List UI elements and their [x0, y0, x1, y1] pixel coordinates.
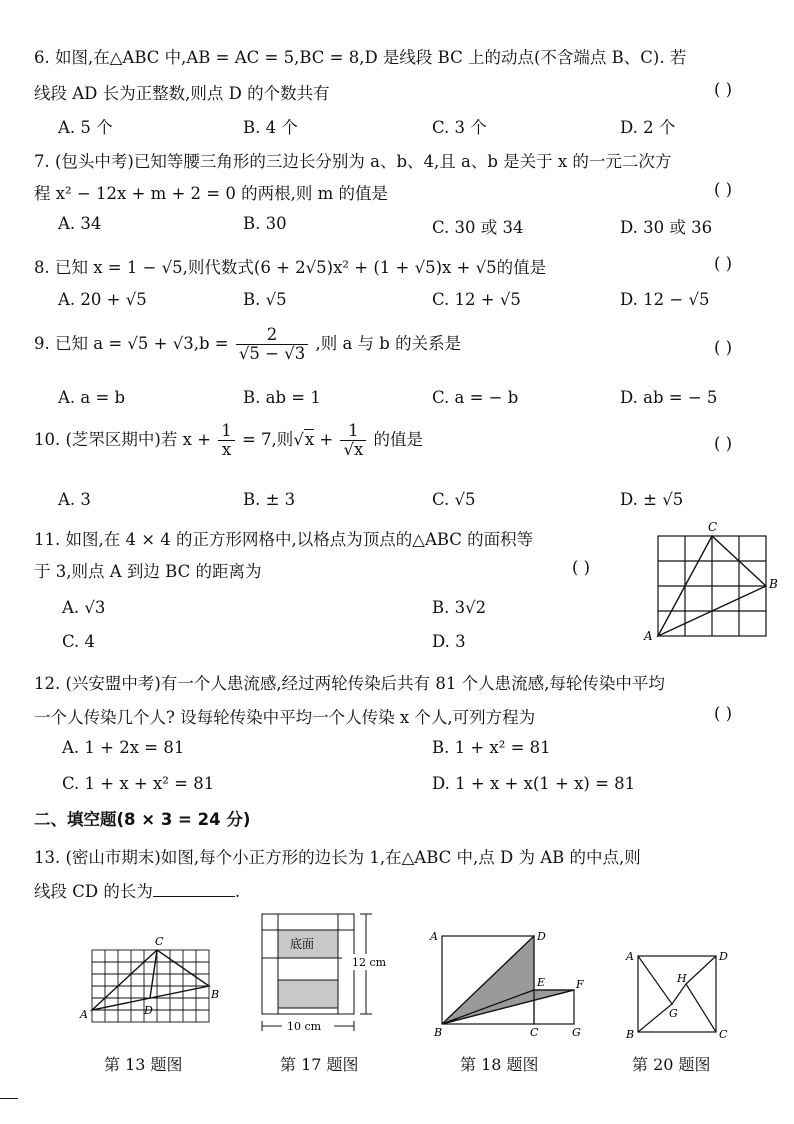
q7-option-b: B. 30 — [243, 214, 287, 233]
fig18-label-f: F — [576, 978, 584, 991]
fig20-label-d: D — [719, 950, 728, 963]
q10-fraction-1-denominator: x — [221, 440, 232, 459]
q8-option-c: C. 12 + √5 — [432, 290, 521, 309]
q11-option-c: C. 4 — [62, 632, 96, 651]
q11-option-b: B. 3√2 — [432, 598, 487, 617]
q9-option-c: C. a = − b — [432, 388, 519, 407]
q11-line1: 11. 如图,在 4 × 4 的正方形网格中,以格点为顶点的△ABC 的面积等 — [34, 530, 534, 549]
q7-line1: 7. (包头中考)已知等腰三角形的三边长分别为 a、b、4,且 a、b 是关于 x 的一元二次方 — [34, 152, 672, 171]
q13-line2-post: . — [234, 882, 241, 901]
fig18-label-c: C — [530, 1026, 539, 1039]
fig20-label-g: G — [669, 1007, 678, 1020]
q9-fraction — [236, 326, 308, 363]
q13-line2 — [34, 878, 240, 902]
fig20-path-dhc — [686, 956, 716, 1032]
q11-figure — [640, 518, 790, 648]
fig20-figure — [620, 944, 740, 1044]
q13-line1: 13. (密山市期末)如图,每个小正方形的边长为 1,在△ABC 中,点 D 为 AB 的中点,则 — [34, 848, 641, 867]
q9-option-a: A. a = b — [58, 388, 126, 407]
q10-pre: 10. (芝罘区期中)若 x + — [34, 430, 211, 449]
q8-option-d: D. 12 − √5 — [620, 290, 710, 309]
fig13-caption: 第 13 题图 — [104, 1055, 183, 1074]
q10-option-a: A. 3 — [58, 490, 91, 509]
fig18-label-e: E — [537, 976, 546, 989]
q10-option-c: C. √5 — [432, 490, 476, 509]
q9-fraction-numerator: 2 — [236, 326, 308, 345]
q13-answer-blank — [153, 882, 235, 897]
q8-line1: 8. 已知 x = 1 − √5,则代数式(6 + 2√5)x² + (1 + √5)x + √5的值是 — [34, 258, 547, 277]
q11-option-d: D. 3 — [432, 632, 466, 651]
fig18-label-g: G — [572, 1026, 581, 1039]
fig18-caption: 第 18 题图 — [460, 1055, 539, 1074]
q12-line1: 12. (兴安盟中考)有一个人患流感,经过两轮传染后共有 81 个人患流感,每轮传染中平均 — [34, 674, 665, 693]
q10-mid1: = 7,则 — [241, 430, 294, 449]
fig13-label-d: D — [144, 1004, 153, 1017]
q10-fraction-2-numerator: 1 — [340, 422, 366, 441]
q11-line2: 于 3,则点 A 到边 BC 的距离为 — [34, 562, 262, 581]
fig17-height-label: 12 cm — [352, 956, 387, 969]
q11-option-a: A. √3 — [62, 598, 106, 617]
fig20-label-b: B — [626, 1028, 635, 1041]
q9-post: ,则 a 与 b 的关系是 — [315, 334, 462, 353]
q6-option-d: D. 2 个 — [620, 118, 676, 137]
fig13-label-c: C — [155, 935, 164, 948]
q9-option-b: B. ab = 1 — [243, 388, 321, 407]
fig18-label-b: B — [434, 1026, 443, 1039]
q7-answer-paren: ( ) — [714, 180, 733, 199]
fig13-triangle-abc — [92, 950, 209, 1010]
fig20-label-c: C — [719, 1028, 728, 1041]
q9-pre: 9. 已知 a = √5 + √3,b = — [34, 334, 229, 353]
fig20-label-a: A — [626, 950, 634, 963]
q7-option-a: A. 34 — [58, 214, 102, 233]
q10-line: 10. (芝罘区期中)若 x + $\frac{1}{x}$ = 7,则√x + $\frac{1}{√x}$ 的值是 — [34, 421, 424, 459]
fig20-segment-gh — [672, 984, 686, 1004]
fig20-label-h: H — [677, 972, 687, 985]
fig18-label-d: D — [537, 930, 546, 943]
q10-fraction-2-denominator: √x — [343, 440, 364, 459]
fig17-top-face — [278, 980, 338, 1008]
fig13-figure — [74, 932, 234, 1032]
fig20-caption: 第 20 题图 — [632, 1055, 711, 1074]
q12-line2: 一个人传染几个人? 设每轮传染中平均一个人传染 x 个人,可列方程为 — [34, 708, 536, 727]
q7-line2: 程 x² − 12x + m + 2 = 0 的两根,则 m 的值是 — [34, 184, 388, 203]
fig17-width-label: 10 cm — [287, 1020, 322, 1033]
q12-answer-paren: ( ) — [714, 704, 733, 723]
q7-option-d: D. 30 或 36 — [620, 218, 713, 237]
q9-fraction-denominator: √5 − √3 — [238, 344, 306, 363]
q6-line1: 6. 如图,在△ABC 中,AB = AC = 5,BC = 8,D 是线段 BC 上的动点(不含端点 B、C). 若 — [34, 48, 687, 67]
q9-option-d: D. ab = − 5 — [620, 388, 718, 407]
q10-sqrt-x: x — [304, 430, 315, 449]
q7-option-c: C. 30 或 34 — [432, 218, 524, 237]
q10-fraction-2 — [340, 422, 366, 459]
q11-answer-paren: ( ) — [572, 558, 591, 577]
section-heading-fill-blank: 二、填空题(8 × 3 = 24 分) — [34, 810, 251, 829]
q10-answer-paren: ( ) — [714, 434, 733, 453]
q6-option-c: C. 3 个 — [432, 118, 487, 137]
q6-option-a: A. 5 个 — [58, 118, 113, 137]
q10-mid2: + — [319, 430, 334, 449]
q9-line — [34, 326, 461, 363]
q12-option-b: B. 1 + x² = 81 — [432, 738, 551, 757]
fig18-figure — [426, 922, 596, 1042]
q11-label-b: B — [769, 577, 778, 591]
q13-line2-pre: 线段 CD 的长为 — [34, 882, 153, 901]
fig17-caption: 第 17 题图 — [280, 1055, 359, 1074]
fig13-label-b: B — [211, 988, 220, 1001]
q6-answer-paren: ( ) — [714, 80, 733, 99]
q6-option-b: B. 4 个 — [243, 118, 298, 137]
q6-line2: 线段 AD 长为正整数,则点 D 的个数共有 — [34, 84, 330, 103]
q8-option-a: A. 20 + √5 — [58, 290, 147, 309]
fig17-base-label: 底面 — [290, 937, 315, 951]
q12-option-a: A. 1 + 2x = 81 — [62, 738, 185, 757]
fig18-label-a: A — [430, 930, 438, 943]
q10-fraction-1-numerator: 1 — [218, 422, 235, 441]
q8-option-b: B. √5 — [243, 290, 287, 309]
q10-post: 的值是 — [373, 430, 424, 449]
q9-answer-paren: ( ) — [714, 338, 733, 357]
fig20-path-agb — [638, 956, 672, 1032]
q10-option-b: B. ± 3 — [243, 490, 296, 509]
q11-label-a: A — [644, 629, 653, 643]
margin-tick-mark — [0, 1098, 18, 1099]
q11-label-c: C — [708, 520, 718, 534]
q8-answer-paren: ( ) — [714, 254, 733, 273]
q10-fraction-1 — [218, 422, 235, 459]
q12-option-d: D. 1 + x + x(1 + x) = 81 — [432, 774, 636, 793]
q12-option-c: C. 1 + x + x² = 81 — [62, 774, 215, 793]
fig13-label-a: A — [80, 1008, 88, 1021]
q10-option-d: D. ± √5 — [620, 490, 684, 509]
fig17-figure — [254, 908, 394, 1038]
